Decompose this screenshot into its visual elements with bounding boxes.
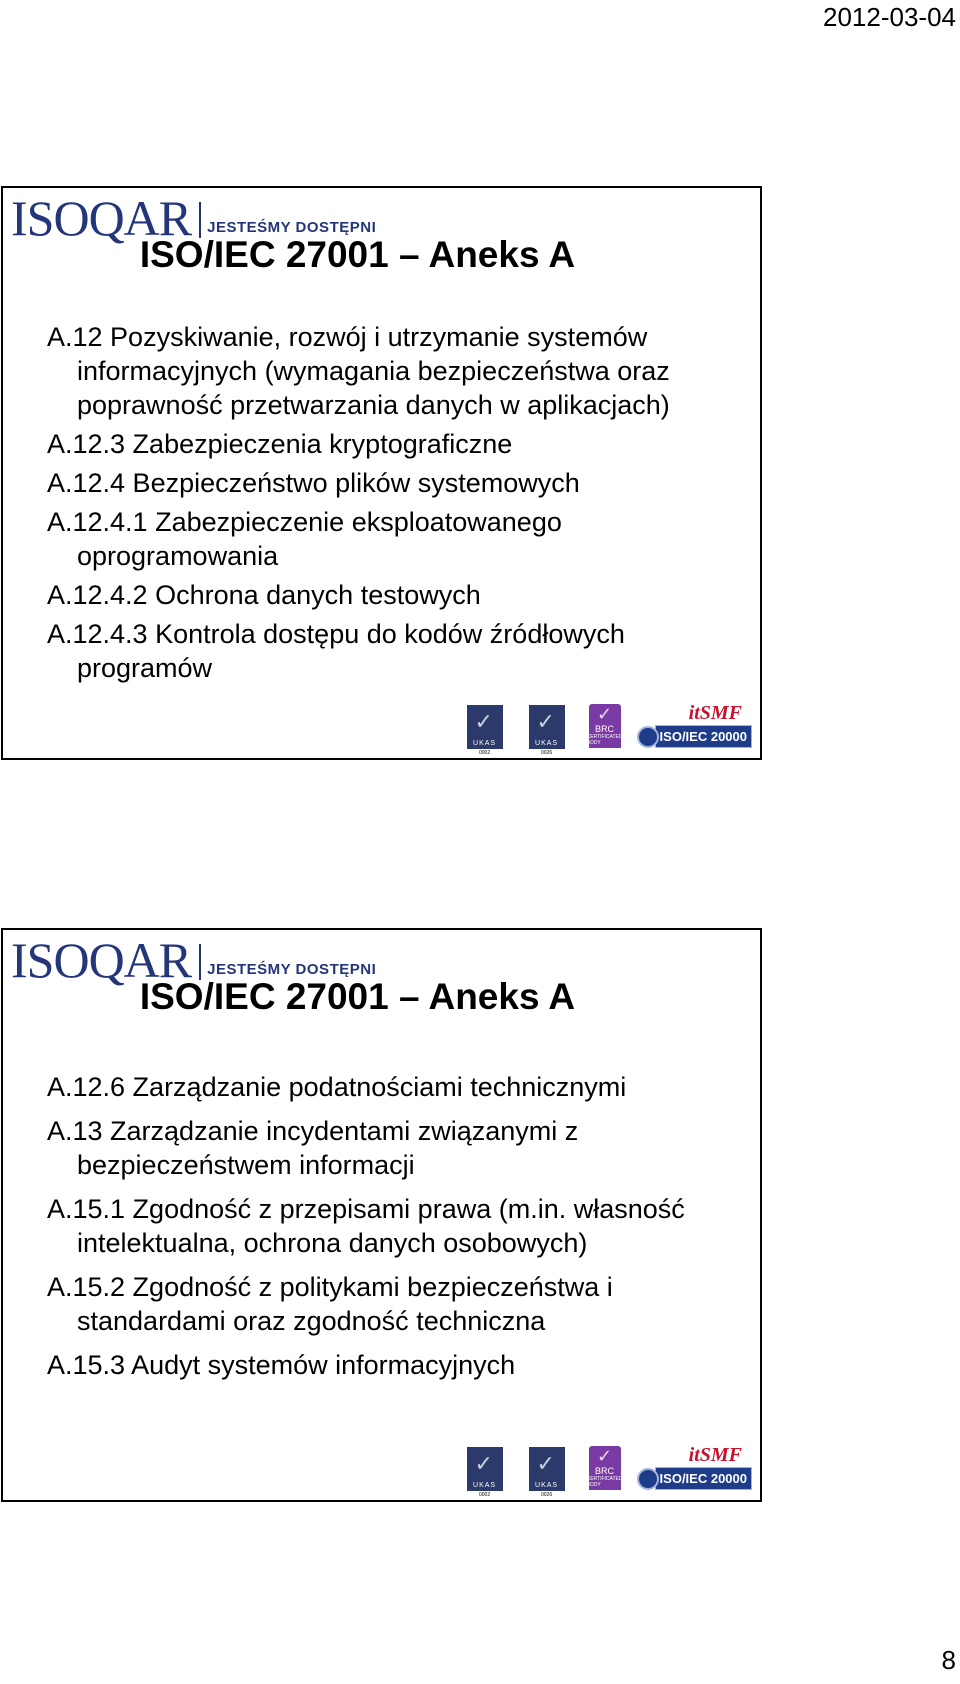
list-item: A.15.1 Zgodność z przepisami prawa (m.in. własność intelektualna, ochrona danych osobowych) <box>47 1194 685 1258</box>
brc-badge-icon: ✓ BRC CERTIFICATED BODY <box>589 704 621 748</box>
list-item: A.12.4 Bezpieczeństwo plików systemowych <box>47 468 580 498</box>
itsmf-logo-icon: itSMF ISO/IEC 20000 <box>637 703 752 748</box>
logo-wordmark: ISOQAR <box>11 932 192 988</box>
list-item: A.12.4.3 Kontrola dostępu do kodów źródłowych programów <box>47 619 625 683</box>
logo-divider <box>199 944 201 980</box>
slide-title: ISO/IEC 27001 – Aneks A <box>139 976 576 1017</box>
logo-divider <box>199 202 201 238</box>
print-date: 2012-03-04 <box>823 2 956 32</box>
page-number: 8 <box>941 1645 956 1675</box>
ukas-badge-icon: UKAS ✓ 0002 <box>465 705 505 756</box>
ukas-badge-icon: UKAS ✓ 0026 <box>527 1447 567 1498</box>
list-item: A.15.3 Audyt systemów informacyjnych <box>47 1350 516 1380</box>
slide-title: ISO/IEC 27001 – Aneks A <box>139 234 576 275</box>
list-item: A.15.2 Zgodność z politykami bezpieczeństwa i standardami oraz zgodność techniczna <box>47 1272 613 1336</box>
logo-tagline: JESTEŚMY DOSTĘPNI <box>207 219 377 236</box>
brc-badge-icon: ✓ BRC CERTIFICATED BODY <box>589 1446 621 1490</box>
list-item: A.12.3 Zabezpieczenia kryptograficzne <box>47 429 513 459</box>
certification-logos <box>465 1445 752 1498</box>
logo-tagline: JESTEŚMY DOSTĘPNI <box>207 961 377 978</box>
list-item: A.13 Zarządzanie incydentami związanymi z bezpieczeństwem informacji <box>47 1116 579 1180</box>
ukas-badge-icon: UKAS ✓ 0026 <box>527 705 567 756</box>
list-item: A.12.6 Zarządzanie podatnościami technicznymi <box>47 1072 627 1102</box>
slide-1 <box>1 186 762 760</box>
certification-logos <box>465 703 752 756</box>
bullet-list <box>47 320 740 690</box>
list-item: A.12.4.1 Zabezpieczenie eksploatowanego oprogramowania <box>47 507 562 571</box>
itsmf-logo-icon: itSMF ISO/IEC 20000 <box>637 1445 752 1490</box>
logo-wordmark: ISOQAR <box>11 190 192 246</box>
list-item: A.12 Pozyskiwanie, rozwój i utrzymanie systemów informacyjnych (wymagania bezpieczeństwa oraz poprawność przetwarzania danych w aplikacjach) <box>47 322 670 420</box>
globe-icon <box>637 726 659 748</box>
bullet-list <box>47 1070 740 1392</box>
ukas-badge-icon: UKAS ✓ 0002 <box>465 1447 505 1498</box>
list-item: A.12.4.2 Ochrona danych testowych <box>47 580 481 610</box>
globe-icon <box>637 1468 659 1490</box>
slide-2 <box>1 928 762 1502</box>
